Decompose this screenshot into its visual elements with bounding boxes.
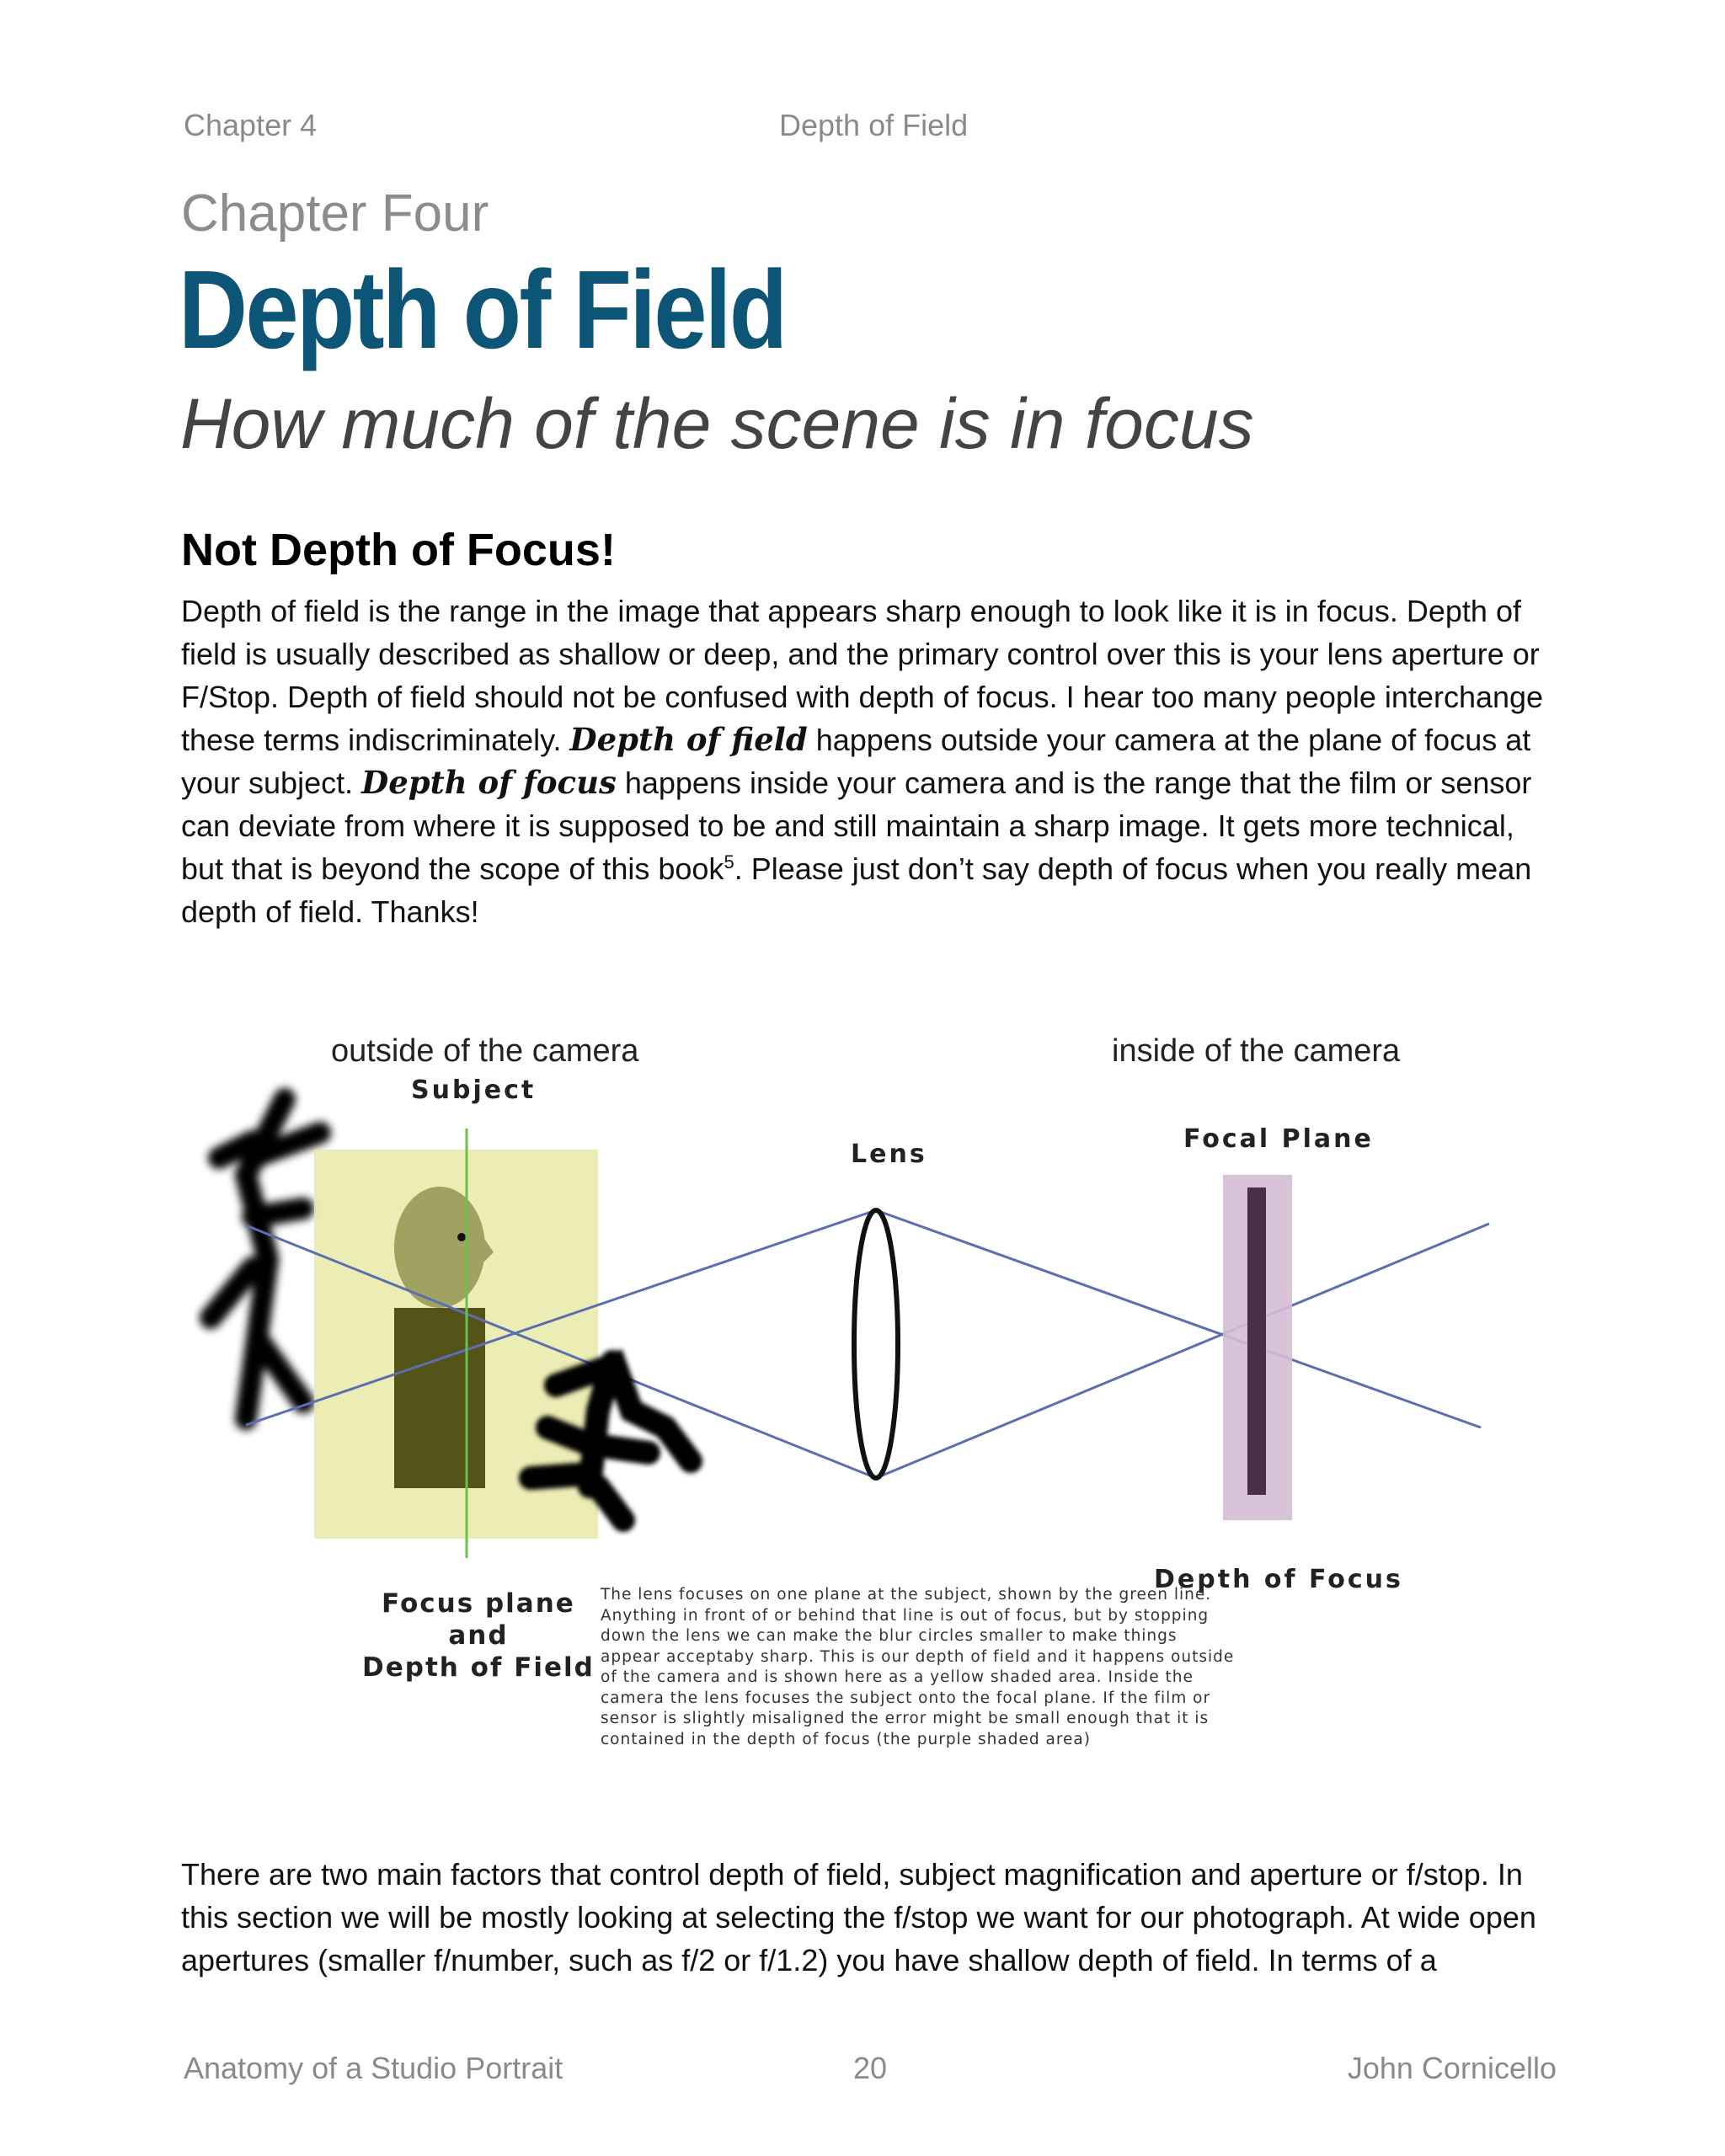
label-focus-plane-and-dof: Focus plane and Depth of Field <box>362 1588 595 1683</box>
chapter-title: Depth of Field <box>179 248 786 371</box>
depth-of-field-diagram <box>194 1015 1541 1790</box>
footer-page-number: 20 <box>853 2051 888 2085</box>
focal-plane-bar <box>1247 1187 1266 1495</box>
figure-caption: The lens focuses on one plane at the subject, shown by the green line. Anything in front of or behind that line is out of focus, but by stopping down the lens we can make the blur circles smaller to make things appear acceptaby sharp. This is our depth of field and it happens outside of the camera and is shown here as a yellow shaded area. Inside the camera the lens focuses the subject onto the focal plane. If the film or sensor is slightly misaligned the error might be small enough that it is contained in the depth of focus (the purple shaded area) <box>601 1586 1235 1748</box>
label-subject: Subject <box>411 1075 537 1105</box>
para1-text-4: . Please just don’t say depth of focus when you really mean depth of field. Thanks! <box>181 851 1532 929</box>
label-inside-camera: inside of the camera <box>1112 1033 1401 1069</box>
header-chapter-title: Depth of Field <box>779 108 969 142</box>
para1-text-2: happens outside your camera at the plane of focus at your subject. <box>181 723 1531 800</box>
label-lens: Lens <box>851 1139 927 1169</box>
out-of-focus-figure-behind <box>211 1099 320 1419</box>
subject-body <box>394 1308 485 1488</box>
label-focal-plane: Focal Plane <box>1183 1124 1374 1154</box>
chapter-subtitle: How much of the scene is in focus <box>180 384 1254 463</box>
para1-text-1: Depth of field is the range in the image that appears sharp enough to look like it is in focus. Depth of field is usually described as shallow or deep, and the primary control over this is your lens aperture or F/Stop. Depth of field should not be confused with depth of focus. I hear too many people interchange these terms indiscriminately. <box>181 594 1544 757</box>
section-heading: Not Depth of Focus! <box>181 525 616 575</box>
para1-emphasis-depth-of-field: Depth of field <box>569 721 808 758</box>
body-paragraph-1 <box>181 590 1562 933</box>
label-outside-camera: outside of the camera <box>331 1033 639 1069</box>
header-chapter-number: Chapter 4 <box>184 108 318 142</box>
subject-eye <box>457 1233 466 1241</box>
para1-text-3: happens inside your camera and is the range that the film or sensor can deviate from where it is supposed to be and still maintain a sharp image. It gets more technical, but that is beyond the scope of this book <box>181 766 1532 886</box>
lens-element <box>854 1210 898 1478</box>
footnote-marker[interactable]: 5 <box>724 851 734 873</box>
running-footer <box>0 2051 1725 2093</box>
label-depth-of-focus: Depth of Focus <box>1154 1565 1403 1594</box>
chapter-label: Chapter Four <box>181 184 489 243</box>
body-paragraph-2: There are two main factors that control depth of field, subject magnification and aperture or f/stop. In this section we will be mostly looking at selecting the f/stop we want for our photograph. At wide open apertures (smaller f/number, such as f/2 or f/1.2) you have shallow depth of field. In terms of a <box>181 1857 1536 1977</box>
running-header <box>0 108 1725 150</box>
para1-emphasis-depth-of-focus: Depth of focus <box>361 764 617 801</box>
footer-book-title: Anatomy of a Studio Portrait <box>184 2051 563 2085</box>
footer-author: John Cornicello <box>1347 2051 1557 2085</box>
